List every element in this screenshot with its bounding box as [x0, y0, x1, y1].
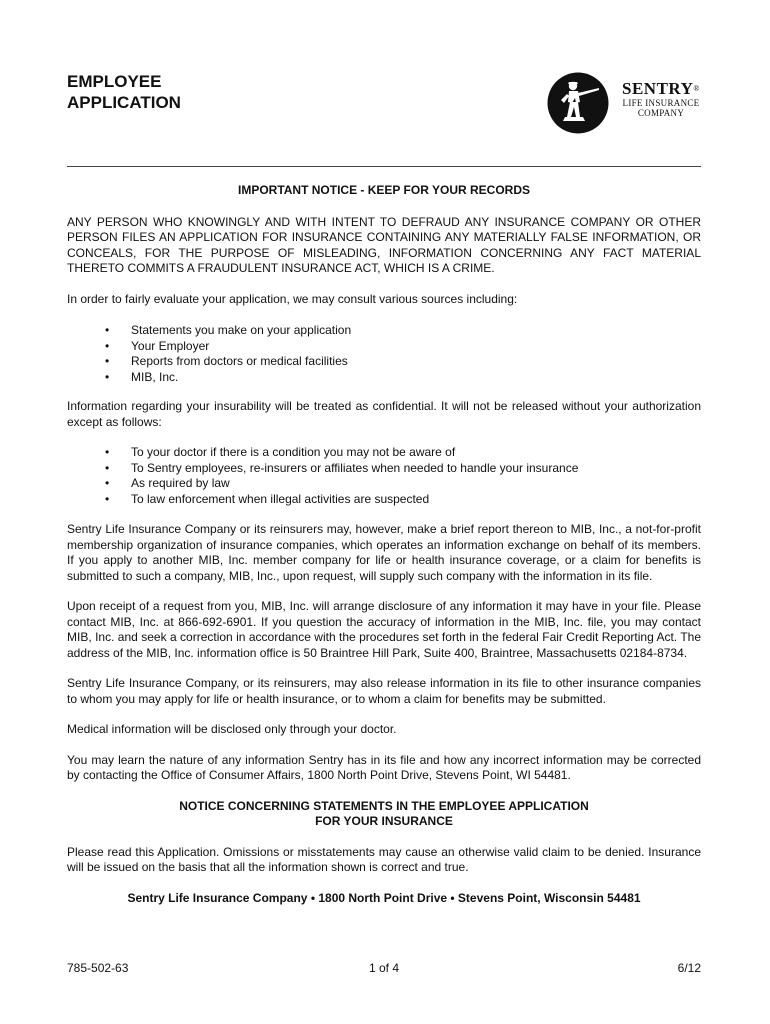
header-divider — [67, 166, 701, 167]
mib-report-paragraph: Sentry Life Insurance Company or its reinsurers may, however, make a brief report thereon to MIB, Inc., a not-for-profit membership organization of insurance companies, which operates an information exchange on behalf of its members. If you apply to another MIB, Inc. member company for life or health insurance coverage, or a claim for benefits is submitted to such a company, MIB, Inc., upon request, will supply such company with the information in its file. — [67, 522, 701, 583]
medical-info-paragraph: Medical information will be disclosed only through your doctor. — [67, 722, 397, 736]
sources-intro: In order to fairly evaluate your application, we may consult various sources including: — [67, 291, 518, 306]
logo-wordmark — [614, 80, 708, 118]
list-item: • Your Employer — [105, 338, 210, 353]
statements-body: Please read this Application. Omissions or misstatements may cause an otherwise valid claim to be denied. Insurance will be issued on the basis that all the information shown is correct and true. — [67, 844, 701, 874]
list-item: • Statements you make on your application — [105, 323, 352, 337]
list-item: • As required by law — [105, 476, 230, 490]
fraud-warning: ANY PERSON WHO KNOWINGLY AND WITH INTENT TO DEFRAUD ANY INSURANCE COMPANY OR OTHER PERSON FILES AN APPLICATION FOR INSURANCE CONTAINING ANY MATERIALLY FALSE INFORMATION, OR CONCEALS, FOR THE PURPOSE OF MISLEADING, INFORMATION CONCERNING ANY FACT MATERIAL THERETO COMMITS A FRAUDULENT INSURANCE ACT, WHICH IS A CRIME. — [67, 214, 701, 275]
list-item: • To law enforcement when illegal activities are suspected — [105, 491, 430, 506]
list-item: • MIB, Inc. — [105, 369, 179, 384]
logo-name: SENTRY — [622, 79, 694, 98]
company-address: Sentry Life Insurance Company • 1800 North Point Drive • Stevens Point, Wisconsin 54481 — [127, 890, 641, 905]
statements-heading-line-1: NOTICE CONCERNING STATEMENTS IN THE EMPLOYEE APPLICATION — [179, 798, 589, 813]
form-date: 6/12 — [677, 961, 701, 975]
logo-subtitle-2: COMPANY — [637, 108, 685, 118]
registered-mark: ® — [693, 84, 700, 93]
minuteman-seal-icon — [547, 72, 609, 134]
learn-nature-paragraph: You may learn the nature of any information Sentry has in its file and how any incorrect information may be corrected by contacting the Office of Consumer Affairs, 1800 North Point Drive, Stevens Point, WI 54481. — [67, 752, 701, 782]
page-footer — [67, 961, 701, 977]
statements-heading — [67, 799, 701, 830]
form-number: 785-502-63 — [67, 961, 129, 975]
statements-heading-line-2: FOR YOUR INSURANCE — [315, 814, 453, 828]
page-title — [67, 71, 181, 113]
list-item: • To Sentry employees, re-insurers or affiliates when needed to handle your insurance — [105, 460, 579, 475]
sources-list — [67, 323, 701, 385]
title-line-2: APPLICATION — [67, 93, 181, 112]
title-line-1: EMPLOYEE — [67, 72, 162, 91]
exceptions-list — [67, 445, 701, 507]
mib-disclosure-paragraph: Upon receipt of a request from you, MIB, Inc. will arrange disclosure of any information it may have in your file. Please contact MIB, Inc. at 866-692-6901. If you question the accuracy of information in the MIB, Inc. file, you may contact MIB, Inc. and seek a correction in accordance with the procedures set forth in the federal Fair Credit Reporting Act. The address of the MIB, Inc. information office is 50 Braintree Hill Park, Suite 400, Braintree, Massachusetts 02184-8734. — [67, 599, 701, 660]
page-number: 1 of 4 — [368, 961, 400, 975]
confidential-intro: Information regarding your insurability will be treated as confidential. It will not be released without your authorization except as follows: — [67, 399, 701, 429]
notice-heading-text: IMPORTANT NOTICE - KEEP FOR YOUR RECORDS — [237, 183, 531, 197]
notice-body — [67, 183, 701, 906]
logo-subtitle-1: LIFE INSURANCE — [622, 98, 700, 108]
release-other-paragraph: Sentry Life Insurance Company, or its reinsurers, may also release information in its file to other insurance companies to whom you may apply for life or health insurance, or to whom a claim for benefits may be submitted. — [67, 676, 701, 706]
sentry-logo — [547, 72, 707, 134]
list-item: • Reports from doctors or medical facilities — [105, 354, 348, 368]
list-item: • To your doctor if there is a condition you may not be aware of — [105, 445, 456, 459]
notice-heading — [67, 183, 701, 199]
